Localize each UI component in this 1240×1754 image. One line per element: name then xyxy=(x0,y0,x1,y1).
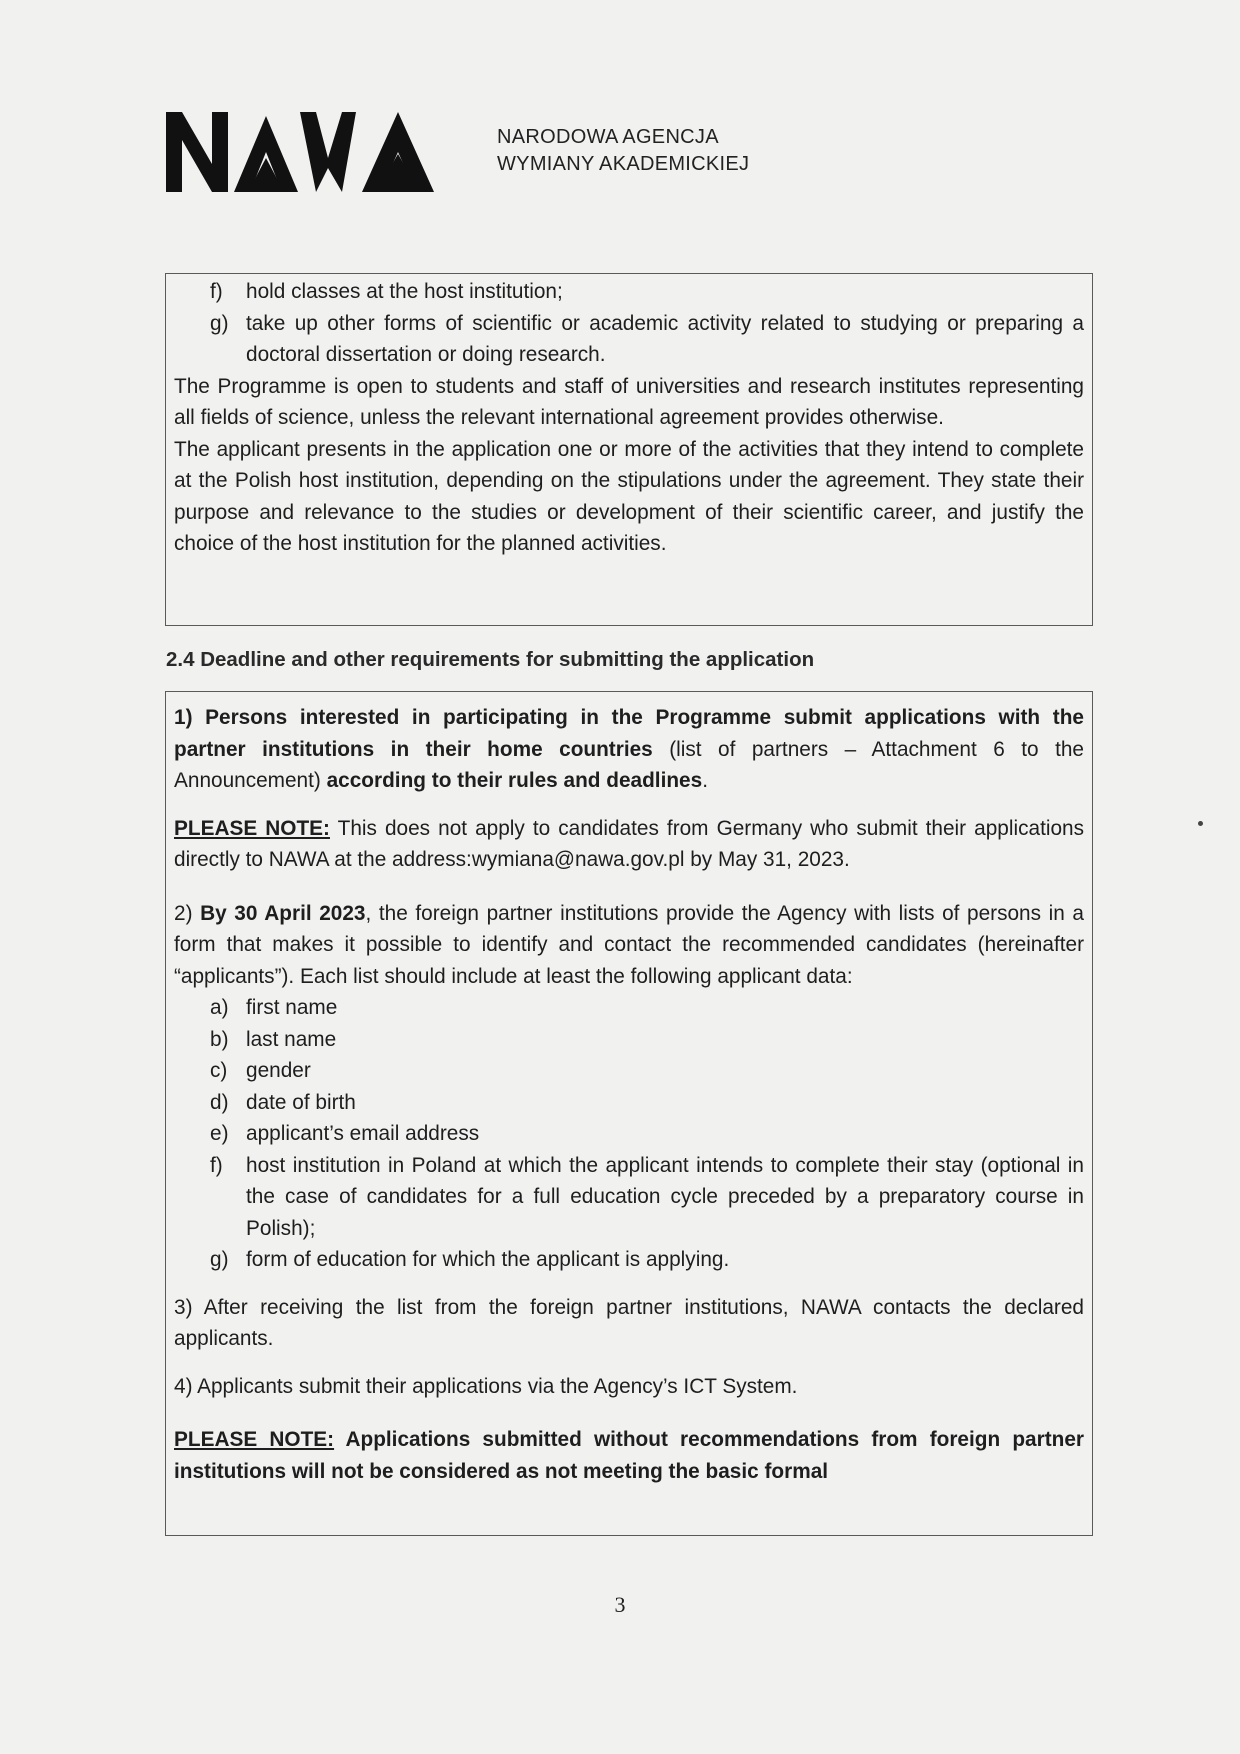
list-item xyxy=(174,276,1084,308)
scan-speck xyxy=(1198,821,1203,826)
note-label: PLEASE NOTE: xyxy=(174,816,330,840)
list-item-label: d) xyxy=(210,1090,229,1114)
note-text-bold: Applications submitted without recommendations from foreign partner institutions will not be considered as not meeting the basic formal xyxy=(174,1428,1085,1483)
list-item-text: hold classes at the host institution; xyxy=(246,280,563,303)
list-item xyxy=(174,1118,1084,1150)
list-item-label: b) xyxy=(210,1027,229,1051)
list-item xyxy=(174,992,1084,1024)
list-item xyxy=(174,1024,1084,1056)
nawa-logo-icon xyxy=(166,108,478,192)
agency-line-2: WYMIANY AKADEMICKIEJ xyxy=(497,153,750,175)
list-item-text: take up other forms of scientific or academic activity related to studying or preparing a doctoral dissertation or doing research. xyxy=(246,311,1084,366)
list-item-label: f) xyxy=(210,1153,223,1177)
note-label: PLEASE NOTE: xyxy=(174,1428,335,1451)
section-heading: 2.4 Deadline and other requirements for submitting the application xyxy=(166,648,815,671)
list-item-label: f) xyxy=(210,280,223,303)
programme-scope-paragraph: The Programme is open to students and staff of universities and research institutes representing all fields of science, unless the relevant international agreement provides otherwise. xyxy=(174,374,1084,429)
list-item-text: host institution in Poland at which the applicant intends to complete their stay (optional in the case of candidates for a full education cycle preceded by a preparatory course in Polish); xyxy=(246,1153,1084,1240)
list-item-text: date of birth xyxy=(246,1090,356,1114)
list-item-text: gender xyxy=(246,1059,311,1082)
page-number: 3 xyxy=(614,1592,626,1617)
requirement-1-period: . xyxy=(702,769,708,792)
requirement-2-prefix: 2) xyxy=(174,901,201,925)
list-item-label: g) xyxy=(210,311,229,335)
list-item-text: applicant’s email address xyxy=(246,1122,480,1145)
requirement-2-text: , the foreign partner institutions provide the Agency with lists of persons in a form that makes it possible to identify and contact the recommended candidates (hereinafter “applicants”). Each list should include at least the following applicant data: xyxy=(174,901,1084,988)
list-item xyxy=(174,1087,1084,1119)
application-activities-paragraph: The applicant presents in the application one or more of the activities that they intend to complete at the Polish host institution, depending on the stipulations under the agreement. They state their purpose and relevance to the studies or development of their scientific career, and justify the choice of the host institution for the planned activities. xyxy=(174,437,1084,555)
requirement-2-deadline: By 30 April 2023 xyxy=(200,901,366,925)
activities-box xyxy=(165,273,1093,626)
note-recommendations xyxy=(174,1424,1084,1487)
requirement-1-bold: 1) Persons interested in participating in the Programme submit applications with the partner institutions in their home countries xyxy=(174,706,1084,761)
list-item-text: last name xyxy=(246,1027,337,1051)
requirements-box xyxy=(165,691,1093,1536)
note-germany xyxy=(174,813,1084,876)
note-text: This does not apply to candidates from Germany who submit their applications directly to NAWA at the address:wymiana@nawa.gov.pl by May 31, 2023. xyxy=(174,816,1084,871)
list-item-label: a) xyxy=(210,996,229,1019)
list-item-label: e) xyxy=(210,1122,229,1145)
requirement-4: 4) Applicants submit their applications via the Agency’s ICT System. xyxy=(174,1374,798,1398)
list-item-text: first name xyxy=(246,996,338,1019)
list-item xyxy=(174,1055,1084,1087)
list-item xyxy=(174,1244,1084,1276)
requirement-2 xyxy=(174,898,1084,993)
list-item-label: g) xyxy=(210,1248,229,1271)
requirement-1-text: (list of partners – Attachment 6 to the Announcement) xyxy=(174,737,1084,792)
requirement-1-bold-end: according to their rules and deadlines xyxy=(326,769,703,792)
nawa-logo xyxy=(166,108,478,192)
list-item-text: form of education for which the applicant is applying. xyxy=(246,1248,730,1271)
list-item-label: c) xyxy=(210,1059,228,1082)
list-item xyxy=(174,1150,1084,1245)
agency-line-1: NARODOWA AGENCJA xyxy=(497,126,719,148)
agency-name xyxy=(497,124,749,178)
requirement-3: 3) After receiving the list from the foreign partner institutions, NAWA contacts the declared applicants. xyxy=(174,1295,1084,1350)
list-item xyxy=(174,308,1084,371)
requirement-1 xyxy=(174,702,1084,797)
